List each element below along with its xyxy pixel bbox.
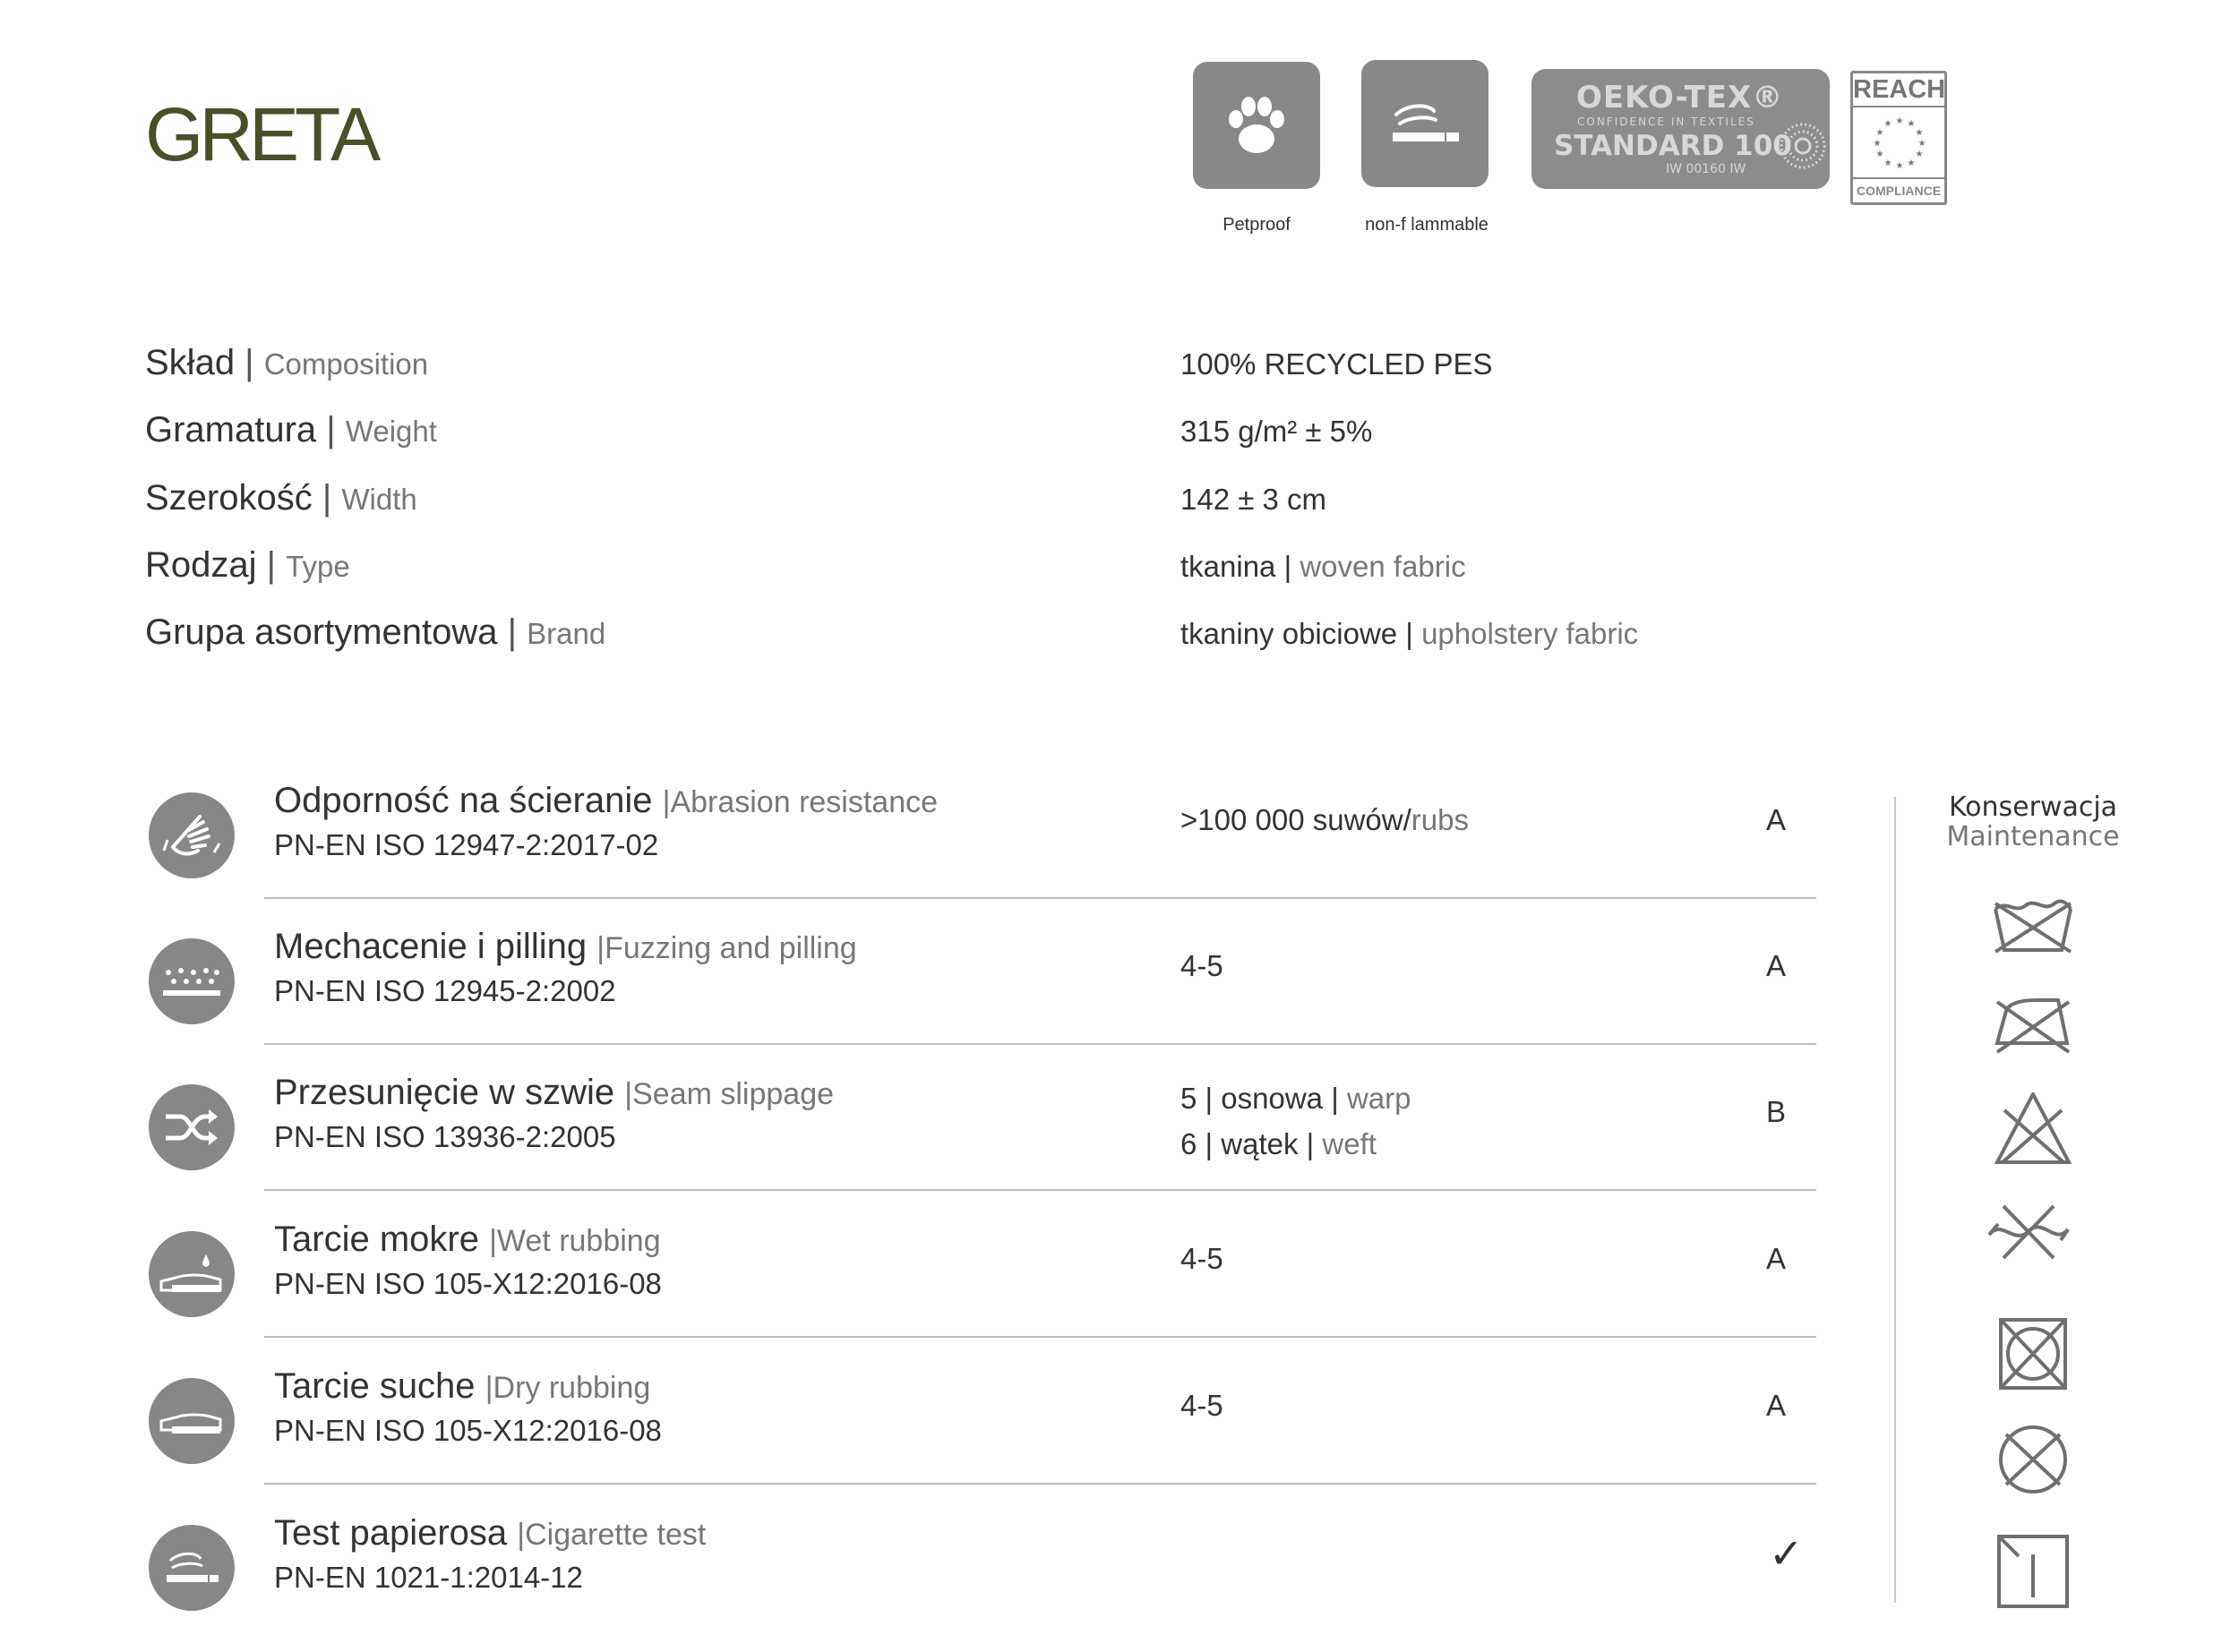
svg-text:★: ★ [1895,161,1904,171]
line-dry-icon [1988,1531,2078,1612]
test-standard: PN-EN ISO 12945-2:2002 [274,974,616,1007]
spec-label-pl: Skład [145,343,236,382]
test-title-en: |Seam slippage [624,1077,835,1111]
test-title-en: |Dry rubbing [485,1371,651,1405]
spec-separator: | [235,343,264,382]
test-title-en: |Fuzzing and pilling [596,931,857,965]
test-title-pl: Mechacenie i pilling [274,927,588,966]
oekotex-tagline: CONFIDENCE IN TEXTILES [1577,116,1755,128]
spec-value-pl: 142 ± 3 cm [1180,483,1327,516]
oekotex-brand: OEKO-TEX® [1576,80,1784,116]
petproof-badge [1193,62,1320,189]
spec-label-en: Weight [345,415,437,448]
test-value [1180,1242,1223,1276]
spec-separator: | [256,545,287,585]
spec-label-row [145,612,605,653]
pilling-icon [149,938,235,1024]
test-value-en: weft [1322,1127,1377,1160]
do-not-bleach-icon [1988,1092,2078,1164]
do-not-wash-icon [1988,891,2078,963]
test-title-en-text: Cigarette test [525,1518,707,1552]
spec-separator: | [312,478,342,518]
test-value-num: 6 [1180,1127,1197,1160]
cigarette-icon [149,1525,235,1611]
spec-label-en: Composition [263,347,429,381]
test-value-main: 4-5 [1180,1389,1223,1422]
svg-text:★: ★ [1883,158,1892,168]
test-value-pl: wątek [1221,1127,1299,1160]
spec-label-pl: Grupa asortymentowa [145,612,498,652]
svg-text:★: ★ [1883,119,1892,129]
spec-label-row [145,343,428,383]
test-title-en-text: Dry rubbing [493,1371,651,1405]
test-standard: PN-EN ISO 13936-2:2005 [274,1120,616,1153]
svg-text:★: ★ [1875,150,1884,159]
test-grade: A [1766,1389,1787,1422]
spec-label-pl: Gramatura [145,410,317,449]
spec-label-row [145,545,350,586]
test-title [274,927,857,967]
row-divider [264,1189,1816,1191]
test-grade: ✓ [1769,1529,1804,1578]
do-not-wring-icon [1984,1195,2073,1267]
test-grade: A [1766,1242,1787,1275]
svg-text:★: ★ [1875,128,1884,138]
spec-value-pl: tkaniny obiciowe [1180,617,1398,650]
spec-label-en: Brand [527,617,606,650]
spec-value-pl: 100% RECYCLED PES [1180,347,1493,381]
test-grade: A [1766,803,1787,836]
oekotex-code: IW 00160 IW [1666,162,1746,176]
test-title-en: |Wet rubbing [489,1224,661,1258]
test-title-pl: Tarcie mokre [274,1220,479,1259]
test-title-pl: Tarcie suche [274,1366,476,1406]
nonflammable-badge [1361,60,1488,187]
test-grade: A [1766,949,1787,982]
nonflammable-caption: non-f lammable [1365,215,1488,235]
maintenance-title-en: Maintenance [1946,821,2120,852]
row-divider [264,1043,1816,1045]
test-value [1180,949,1223,983]
row-divider [264,1336,1816,1338]
oekotex-standard: STANDARD 100 [1554,130,1792,162]
test-grade: B [1766,1095,1787,1128]
test-title-en-text: Seam slippage [632,1077,835,1111]
test-title [274,1513,706,1554]
test-title [274,1366,650,1407]
test-value-pl: osnowa [1221,1082,1324,1115]
spec-value [1180,347,1492,381]
maintenance-divider [1894,797,1896,1603]
spec-value-pl: 315 g/m² ± 5% [1180,415,1373,448]
spec-label-row [145,478,417,518]
flower-icon [1778,121,1828,171]
test-value-sep: | [1197,1127,1222,1160]
spec-value [1180,617,1638,651]
test-title-pl: Odporność na ścieranie [274,781,653,820]
test-title [274,781,938,821]
petproof-caption: Petproof [1223,215,1291,235]
row-divider [264,1483,1816,1485]
spec-value [1180,550,1466,584]
test-title-en-text: Abrasion resistance [670,785,939,819]
spec-label-en: Type [286,550,350,583]
test-value-sep: | [1298,1127,1323,1160]
svg-text:★: ★ [1917,139,1926,149]
reach-title: REACH [1853,73,1944,107]
row-divider [264,897,1816,899]
shuffle-arrows-icon [149,1084,235,1170]
test-value-main: 4-5 [1180,1242,1223,1275]
wet-hand-icon [149,1231,235,1317]
oekotex-badge [1531,69,1830,189]
spec-value-pl: tkanina [1180,550,1276,583]
spec-separator: | [497,612,528,652]
test-value-main: >100 000 suwów/ [1180,803,1411,836]
spec-value [1180,415,1372,449]
test-value-en: warp [1346,1082,1411,1115]
test-standard: PN-EN ISO 105-X12:2016-08 [274,1267,662,1300]
svg-text:★: ★ [1895,116,1904,126]
spec-value-en: woven fabric [1300,550,1466,583]
do-not-tumble-dry-icon [1988,1314,2078,1393]
cigarette-icon [1380,88,1470,159]
test-standard: PN-EN ISO 105-X12:2016-08 [274,1414,662,1447]
spec-value-en: upholstery fabric [1421,617,1639,650]
test-title [274,1220,661,1260]
test-title-en-text: Fuzzing and pilling [605,931,857,965]
test-standard: PN-EN 1021-1:2014-12 [274,1561,583,1594]
do-not-dry-clean-icon [1988,1422,2078,1497]
spec-value-separator: | [1397,617,1422,650]
svg-text:★: ★ [1915,150,1924,159]
spec-label-en: Width [341,483,417,516]
test-standard: PN-EN ISO 12947-2:2017-02 [274,828,659,861]
spec-label-pl: Szerokość [145,478,313,518]
product-title: GRETA [145,92,377,176]
test-title-en: |Cigarette test [517,1518,707,1552]
test-value-line [1180,1082,1411,1116]
test-title-pl: Test papierosa [274,1513,508,1553]
spec-label-row [145,410,437,450]
test-value-num: 5 [1180,1082,1197,1115]
test-value-line [1180,1127,1377,1161]
spec-value-separator: | [1275,550,1300,583]
test-title [274,1073,834,1113]
dry-hand-icon [149,1378,235,1464]
svg-text:★: ★ [1915,128,1924,138]
hand-abrasion-icon [149,792,235,878]
test-value-sep: | [1197,1082,1222,1115]
paw-icon [1216,85,1297,166]
reach-caption: COMPLIANCE [1853,177,1944,202]
test-value-main: 4-5 [1180,949,1223,982]
svg-text:★: ★ [1907,158,1916,168]
svg-text:★: ★ [1907,119,1916,129]
reach-badge [1850,71,1947,205]
test-title-en: |Abrasion resistance [662,785,939,819]
spec-value [1180,483,1326,517]
test-title-en-text: Wet rubbing [496,1224,661,1258]
eu-stars-icon [1870,113,1929,172]
test-value [1180,1389,1223,1423]
test-value-unit: rubs [1411,803,1469,836]
test-value-sep: | [1323,1082,1347,1115]
svg-text:★: ★ [1873,139,1882,149]
spec-label-pl: Rodzaj [145,545,257,585]
maintenance-title-pl: Konserwacja [1948,792,2118,823]
do-not-iron-icon [1988,988,2078,1059]
spec-separator: | [316,410,346,449]
test-value [1180,803,1469,837]
test-title-pl: Przesunięcie w szwie [274,1073,615,1112]
